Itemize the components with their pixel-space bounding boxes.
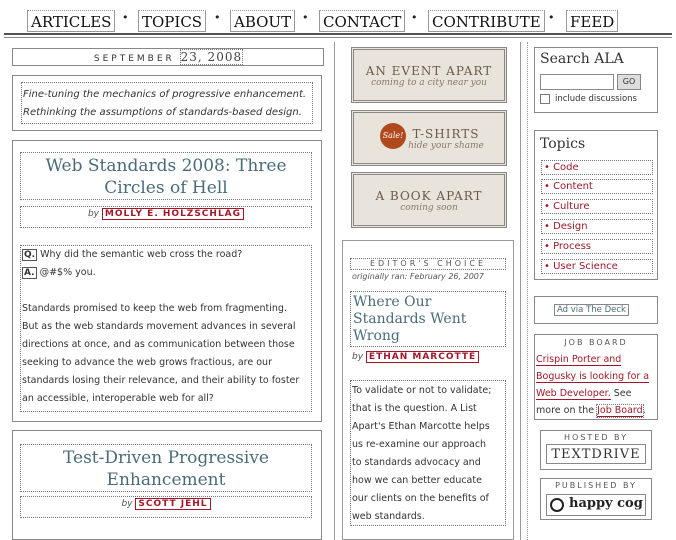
issue-date: [12, 48, 324, 66]
editors-choice-label: EDITOR'S CHOICE: [369, 259, 487, 268]
promo-subtitle: coming to a city near you: [371, 78, 487, 88]
article-title-line[interactable]: Enhancement: [106, 470, 226, 490]
search-go-button[interactable]: GO: [617, 74, 641, 90]
topic-link-design[interactable]: • Design: [541, 219, 653, 234]
happy-cog-logo: [546, 494, 646, 516]
include-discussions-label: include discussions: [555, 94, 637, 104]
author-link[interactable]: ETHAN MARCOTTE: [366, 351, 479, 363]
column-divider: [527, 42, 528, 540]
topic-link-process[interactable]: • Process: [541, 239, 653, 254]
tagline-line: Fine-tuning the mechanics of progressive enhancement.: [23, 89, 307, 100]
issue-day: 23, 2008: [180, 50, 243, 64]
event-apart-banner[interactable]: [351, 47, 507, 103]
job-more: more on the: [536, 405, 595, 416]
excerpt-line: Standards promised to keep the web from fragmenting.: [22, 303, 287, 314]
originally-ran: originally ran: February 26, 2007: [352, 272, 484, 281]
excerpt-line: our clients on the benefits of: [352, 493, 489, 504]
include-discussions-checkbox[interactable]: [540, 94, 550, 104]
nav-about[interactable]: ABOUT: [230, 10, 295, 32]
search-input[interactable]: [540, 74, 614, 90]
topic-link-code[interactable]: • Code: [541, 160, 653, 175]
excerpt-line: But as the web standards movement advances in several: [22, 321, 296, 332]
job-link[interactable]: Bogusky is looking for a: [536, 371, 650, 382]
ad-link[interactable]: Ad via The Deck: [554, 304, 629, 316]
editors-choice-byline: [352, 352, 479, 362]
job-link[interactable]: Crispin Porter and: [536, 354, 622, 365]
article-title-line[interactable]: Test-Driven Progressive: [62, 448, 269, 468]
header-rule-thin: [4, 37, 672, 38]
topic-link-user-science[interactable]: • User Science: [541, 259, 653, 274]
title-line[interactable]: Where Our: [353, 294, 432, 310]
article-excerpt: [22, 246, 314, 408]
job-link[interactable]: Web Developer.: [536, 388, 611, 399]
job-board-text: Crispin Porter and Bogusky is looking for a Web Developer. See more on the Job Board.: [536, 354, 650, 416]
answer-text: @#$% you.: [39, 267, 96, 278]
topics-heading: Topics: [540, 136, 586, 152]
byline-by: by: [121, 499, 133, 509]
tagline-line: Rethinking the assumptions of standards-based design.: [23, 107, 302, 118]
tshirts-banner[interactable]: [351, 110, 507, 166]
excerpt-line: web standards.: [352, 511, 425, 522]
happy-cog-wordmark: happy cog: [569, 496, 643, 511]
byline-by: by: [87, 209, 99, 219]
excerpt-line: Apart's Ethan Marcotte helps: [352, 421, 490, 432]
excerpt-line: how we can better educate: [352, 475, 482, 486]
issue-month: SEPTEMBER: [93, 54, 175, 64]
column-divider: [334, 42, 335, 540]
article-title[interactable]: [20, 155, 312, 199]
hosted-by-label: HOSTED BY: [564, 433, 628, 442]
nav-separator: •: [302, 11, 309, 24]
excerpt-line: to standards advocacy and: [352, 457, 481, 468]
article-title-line[interactable]: Circles of Hell: [104, 178, 228, 198]
job-see: See: [613, 388, 632, 399]
search-heading: Search ALA: [540, 51, 624, 67]
author-link[interactable]: MOLLY E. HOLZSCHLAG: [102, 208, 244, 220]
nav-articles[interactable]: ARTICLES: [27, 10, 115, 32]
excerpt-line: directions at once, and as communication between those: [22, 339, 295, 350]
cog-icon: [550, 498, 564, 512]
excerpt-line: seeking to advance the web grows fractious, are our: [22, 357, 272, 368]
excerpt-line: that is the question. A List: [352, 403, 477, 414]
topic-link-culture[interactable]: • Culture: [541, 199, 653, 214]
nav-contact[interactable]: CONTACT: [319, 10, 405, 32]
excerpt-line: an accessible, interoperable web for all?: [22, 393, 214, 404]
job-board-link[interactable]: Job Board: [597, 405, 643, 416]
promo-title: AN EVENT APART: [365, 64, 493, 78]
question-text: Why did the semantic web cross the road?: [40, 249, 243, 260]
promo-subtitle: hide your shame: [408, 141, 484, 151]
title-line[interactable]: Wrong: [353, 328, 400, 344]
author-link[interactable]: SCOTT JEHL: [135, 498, 210, 510]
title-line[interactable]: Standards Went: [353, 311, 467, 327]
published-by-label: PUBLISHED BY: [555, 481, 637, 490]
article-byline: [20, 499, 312, 509]
article-title[interactable]: [20, 447, 312, 491]
excerpt-line: To validate or not to validate;: [352, 385, 492, 396]
topic-link-content[interactable]: • Content: [541, 179, 653, 194]
job-board-label: JOB BOARD: [564, 338, 628, 347]
nav-separator: •: [122, 11, 129, 24]
top-navigation: [10, 6, 666, 34]
question-label: Q.: [24, 250, 36, 260]
header-rule: [4, 33, 672, 35]
nav-contribute[interactable]: CONTRIBUTE: [428, 10, 545, 32]
answer-label: A.: [24, 268, 35, 278]
nav-separator: •: [411, 11, 418, 24]
editors-choice-excerpt: [352, 382, 508, 526]
book-apart-banner[interactable]: [351, 172, 507, 228]
editors-choice-title[interactable]: [353, 294, 466, 345]
nav-separator: •: [548, 11, 555, 24]
promo-title: T-SHIRTS: [412, 127, 480, 141]
promo-title: A BOOK APART: [375, 189, 483, 203]
issue-tagline: [12, 75, 322, 131]
excerpt-line: us re-examine our approach: [352, 439, 487, 450]
nav-feed[interactable]: FEED: [566, 10, 618, 32]
textdrive-logo: TEXTDRIVE: [546, 444, 646, 464]
article-title-line[interactable]: Web Standards 2008: Three: [45, 156, 287, 176]
promo-subtitle: coming soon: [400, 203, 458, 213]
article-byline: [20, 209, 312, 219]
sale-badge: Sale!: [380, 123, 406, 149]
nav-separator: •: [214, 11, 221, 24]
excerpt-line: standards losing their relevance, and their ability to foster: [22, 375, 300, 386]
nav-topics[interactable]: TOPICS: [138, 10, 206, 32]
column-divider: [520, 42, 521, 540]
byline-by: by: [352, 352, 364, 362]
